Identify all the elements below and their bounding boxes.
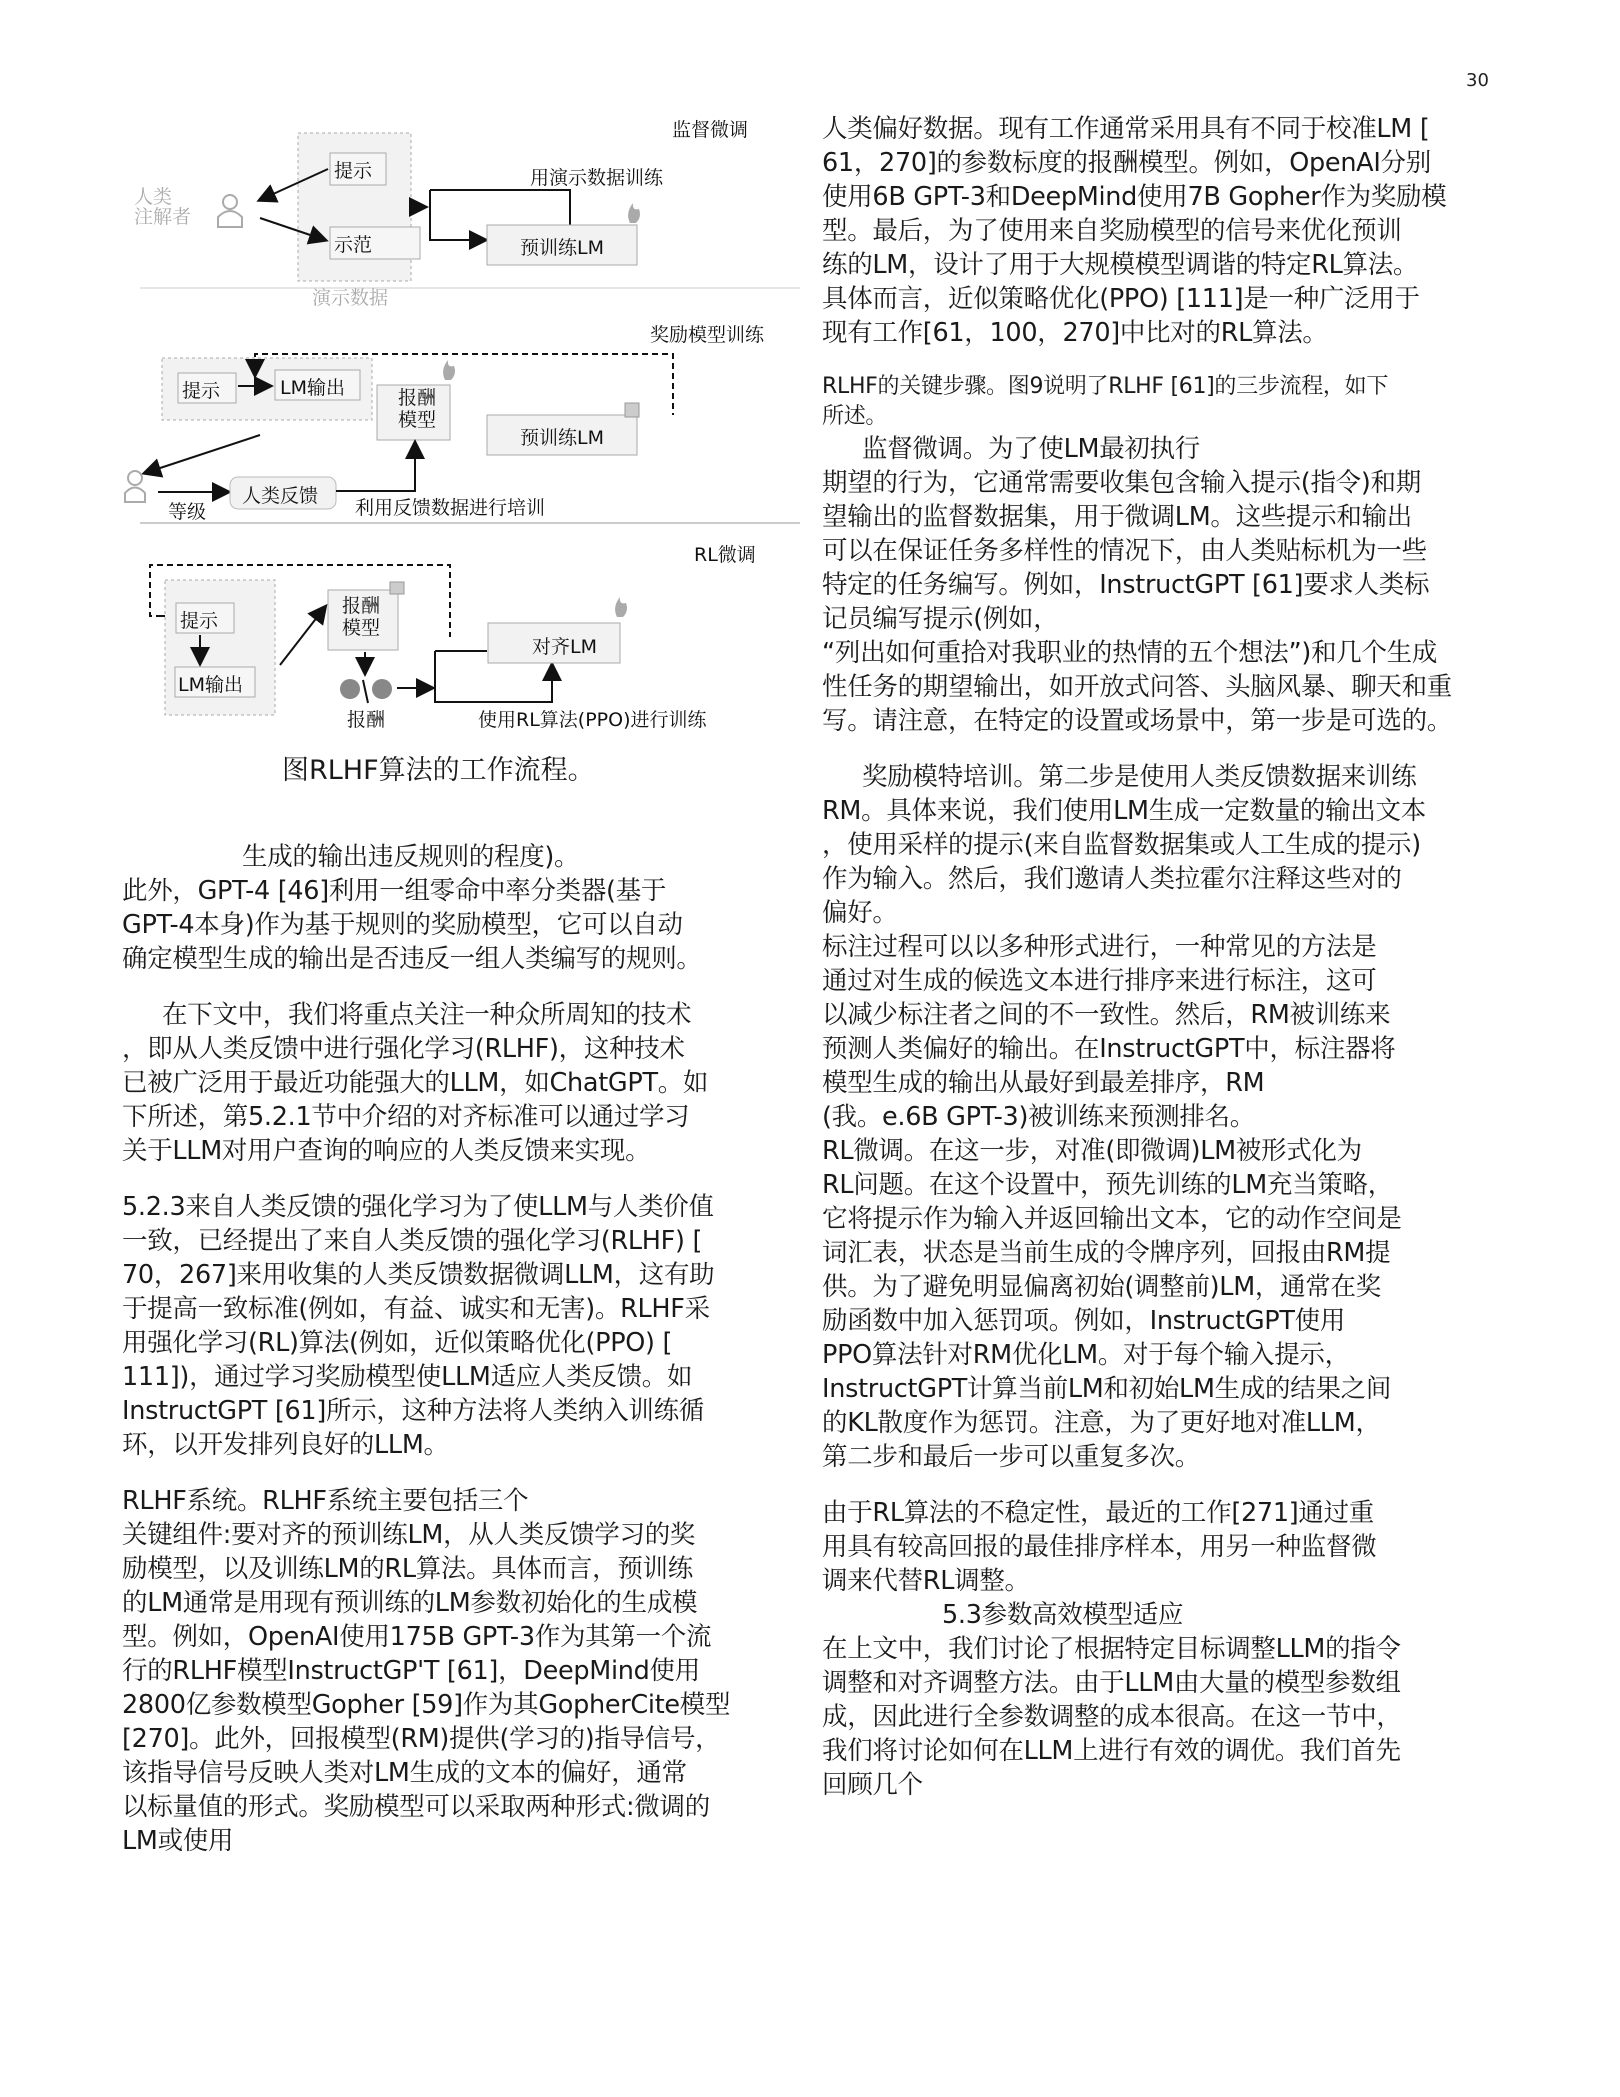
text-line: 监督微调。为了使LM最初执行 [862, 434, 1201, 464]
text-line: 在上文中，我们讨论了根据特定目标调整LLM的指令 [822, 1634, 1401, 1664]
text-line: InstructGPT [61]所示，这种方法将人类纳入训练循 [122, 1396, 704, 1426]
prompt-label-3: 提示 [180, 610, 219, 632]
panel-title-rl: RL微调 [694, 544, 756, 566]
text-line: 于提高一致标准(例如，有益、诚实和无害)。RLHF采 [122, 1294, 710, 1324]
annotator-icon-1 [218, 195, 242, 227]
text-line: 性任务的期望输出，如开放式问答、头脑风暴、聊天和重 [822, 672, 1453, 702]
text-line: 2800亿参数模型Gopher [59]作为其GopherCite模型 [122, 1690, 731, 1720]
text-line: 以减少标注者之间的不一致性。然后，RM被训练来 [822, 1000, 1391, 1030]
aligned-lm-label: 对齐LM [532, 636, 597, 658]
text-line: RM。具体来说，我们使用LM生成一定数量的输出文本 [822, 796, 1426, 826]
text-line: 励模型，以及训练LM的RL算法。具体而言，预训练 [122, 1554, 693, 1584]
text-line: 模型生成的输出从最好到最差排序，RM [822, 1068, 1265, 1098]
panel-title-rm: 奖励模型训练 [650, 324, 765, 346]
text-line: 此外，GPT-4 [46]利用一组零命中率分类器(基于 [122, 876, 667, 906]
train-ppo-label: 使用RL算法(PPO)进行训练 [478, 709, 707, 731]
demo-data-label: 演示数据 [312, 287, 389, 309]
text-line: 以标量值的形式。奖励模型可以采取两种形式:微调的 [122, 1792, 710, 1822]
annotator-label: 人类 注解者 [134, 186, 192, 228]
lm-output-label-3: LM输出 [178, 674, 243, 696]
text-line: 该指导信号反映人类对LM生成的文本的偏好，通常 [122, 1758, 687, 1788]
demo-label: 示范 [334, 234, 373, 256]
text-line: LM或使用 [122, 1826, 234, 1856]
reward-good-icon [340, 679, 360, 699]
text-line: 供。为了避免明显偏离初始(调整前)LM，通常在奖 [822, 1272, 1381, 1302]
text-line: 70，267]来用收集的人类反馈数据微调LLM，这有助 [122, 1260, 715, 1290]
text-line: 词汇表，状态是当前生成的令牌序列，回报由RM提 [822, 1238, 1391, 1268]
train-demo-label: 用演示数据训练 [530, 167, 664, 189]
text-line: 作为输入。然后，我们邀请人类拉霍尔注释这些对的 [822, 864, 1402, 894]
text-line: 由于RL算法的不稳定性，最近的工作[271]通过重 [822, 1498, 1374, 1528]
flame-icon-3 [615, 597, 627, 617]
text-line: 关键组件:要对齐的预训练LM，从人类反馈学习的奖 [122, 1520, 696, 1550]
text-line: 标注过程可以以多种形式进行，一种常见的方法是 [822, 932, 1377, 962]
text-line: 通过对生成的候选文本进行排序来进行标注，这可 [822, 966, 1377, 996]
text-line: 练的LM，设计了用于大规模模型调谐的特定RL算法。 [822, 250, 1419, 280]
text-line: 111])，通过学习奖励模型使LLM适应人类反馈。如 [122, 1362, 693, 1392]
right-column [822, 112, 1502, 1802]
text-line: RL微调。在这一步，对准(即微调)LM被形式化为 [822, 1136, 1362, 1166]
text-line: 的KL散度作为惩罚。注意，为了更好地对准LLM， [822, 1408, 1381, 1438]
rank-label: 等级 [168, 501, 207, 523]
text-line: 写。请注意，在特定的设置或场景中，第一步是可选的。 [822, 706, 1453, 736]
text-line: 望输出的监督数据集，用于微调LM。这些提示和输出 [822, 502, 1413, 532]
text-line: 可以在保证任务多样性的情况下，由人类贴标机为一些 [822, 536, 1427, 566]
text-line: ，即从人类反馈中进行强化学习(RLHF)，这种技术 [122, 1034, 685, 1064]
frozen-icon-2 [625, 403, 639, 417]
text-line: 记员编写提示(例如， [822, 604, 1059, 634]
lm-output-label-2: LM输出 [280, 377, 345, 399]
text-line: 型。最后，为了使用来自奖励模型的信号来优化预训 [822, 216, 1402, 246]
text-line: (我。e.6B GPT-3)被训练来预测排名。 [822, 1102, 1255, 1132]
text-line: 现有工作[61，100，270]中比对的RL算法。 [822, 318, 1328, 348]
text-line: 一致，已经提出了来自人类反馈的强化学习(RLHF) [ [122, 1226, 703, 1256]
pretrained-lm-label-1: 预训练LM [520, 237, 604, 259]
reward-model-label-3: 报酬 模型 [342, 595, 381, 639]
prompt-label-2: 提示 [182, 380, 221, 402]
figure-caption: 图RLHF算法的工作流程。 [282, 755, 595, 786]
reward-model-label-2: 报酬 模型 [398, 387, 437, 431]
text-line: 预测人类偏好的输出。在InstructGPT中，标注器将 [822, 1034, 1396, 1064]
text-line: 调来代替RL调整。 [822, 1566, 1030, 1596]
text-line: 调整和对齐调整方法。由于LLM由大量的模型参数组 [822, 1668, 1401, 1698]
text-line: RL问题。在这个设置中，预先训练的LM充当策略， [822, 1170, 1393, 1200]
text-line: 下所述，第5.2.1节中介绍的对齐标准可以通过学习 [122, 1102, 690, 1132]
text-line: “列出如何重拾对我职业的热情的五个想法”)和几个生成 [822, 638, 1438, 668]
text-line: 行的RLHF模型InstructGP'T [61]，DeepMind使用 [122, 1656, 700, 1686]
text-line: RLHF系统。RLHF系统主要包括三个 [122, 1486, 529, 1516]
text-line: 使用6B GPT-3和DeepMind使用7B Gopher作为奖励模 [822, 182, 1447, 212]
reward-bad-icon [372, 679, 392, 699]
text-line: 型。例如，OpenAI使用175B GPT-3作为其第一个流 [122, 1622, 712, 1652]
rlhf-workflow-figure [120, 105, 800, 735]
flame-icon-2 [443, 360, 455, 380]
panel-title-sft: 监督微调 [672, 119, 749, 141]
human-feedback-label: 人类反馈 [242, 485, 319, 507]
text-line: 它将提示作为输入并返回输出文本，它的动作空间是 [822, 1204, 1402, 1234]
text-line: 61，270]的参数标度的报酬模型。例如，OpenAI分别 [822, 148, 1431, 178]
text-line: 用具有较高回报的最佳排序样本，用另一种监督微 [822, 1532, 1377, 1562]
text-line: 第二步和最后一步可以重复多次。 [822, 1442, 1201, 1472]
text-line: 环，以开发排列良好的LLM。 [122, 1430, 449, 1460]
reward-label: 报酬 [347, 709, 386, 731]
text-line: 回顾几个 [822, 1770, 923, 1800]
pretrained-lm-label-2: 预训练LM [520, 427, 604, 449]
figure-diagram [120, 105, 800, 735]
text-line: 具体而言，近似策略优化(PPO) [111]是一种广泛用于 [822, 284, 1420, 314]
text-line: 5.3参数高效模型适应 [942, 1600, 1184, 1630]
text-line: RLHF的关键步骤。图9说明了RLHF [61]的三步流程，如下 [822, 374, 1389, 399]
text-line: 励函数中加入惩罚项。例如，InstructGPT使用 [822, 1306, 1346, 1336]
annotator-icon-2 [125, 471, 145, 502]
text-line: 确定模型生成的输出是否违反一组人类编写的规则。 [122, 944, 702, 974]
text-line: 人类偏好数据。现有工作通常采用具有不同于校准LM [ [822, 114, 1430, 144]
text-line: 5.2.3来自人类反馈的强化学习为了使LLM与人类价值 [122, 1192, 714, 1222]
text-line: 成，因此进行全参数调整的成本很高。在这一节中， [822, 1702, 1402, 1732]
prompt-label-1: 提示 [334, 160, 373, 182]
text-line: 已被广泛用于最近功能强大的LLM，如ChatGPT。如 [122, 1068, 709, 1098]
text-line: 我们将讨论如何在LLM上进行有效的调优。我们首先 [822, 1736, 1401, 1766]
text-line: GPT-4本身)作为基于规则的奖励模型，它可以自动 [122, 910, 683, 940]
text-line: PPO算法针对RM优化LM。对于每个输入提示， [822, 1340, 1350, 1370]
text-line: 奖励模特培训。第二步是使用人类反馈数据来训练 [862, 762, 1417, 792]
text-line: 用强化学习(RL)算法(例如，近似策略优化(PPO) [ [122, 1328, 673, 1358]
text-line: 在下文中，我们将重点关注一种众所周知的技术 [162, 1000, 692, 1030]
page-number: 30 [1466, 70, 1489, 91]
text-line: 关于LLM对用户查询的响应的人类反馈来实现。 [122, 1136, 651, 1166]
train-feedback-label: 利用反馈数据进行培训 [355, 497, 546, 519]
text-line: [270]。此外，回报模型(RM)提供(学习的)指导信号， [122, 1724, 721, 1754]
flame-icon-1 [628, 203, 640, 223]
text-line: 的LM通常是用现有预训练的LM参数初始化的生成模 [122, 1588, 698, 1618]
text-line: 生成的输出违反规则的程度)。 [242, 842, 580, 872]
text-line: 所述。 [822, 404, 888, 429]
text-line: 偏好。 [822, 898, 898, 928]
text-line: 期望的行为，它通常需要收集包含输入提示(指令)和期 [822, 468, 1421, 498]
left-column [122, 840, 802, 1858]
text-line: 特定的任务编写。例如，InstructGPT [61]要求人类标 [822, 570, 1430, 600]
text-line: ，使用采样的提示(来自监督数据集或人工生成的提示) [822, 830, 1421, 860]
frozen-icon-3 [390, 582, 404, 594]
text-line: InstructGPT计算当前LM和初始LM生成的结果之间 [822, 1374, 1392, 1404]
